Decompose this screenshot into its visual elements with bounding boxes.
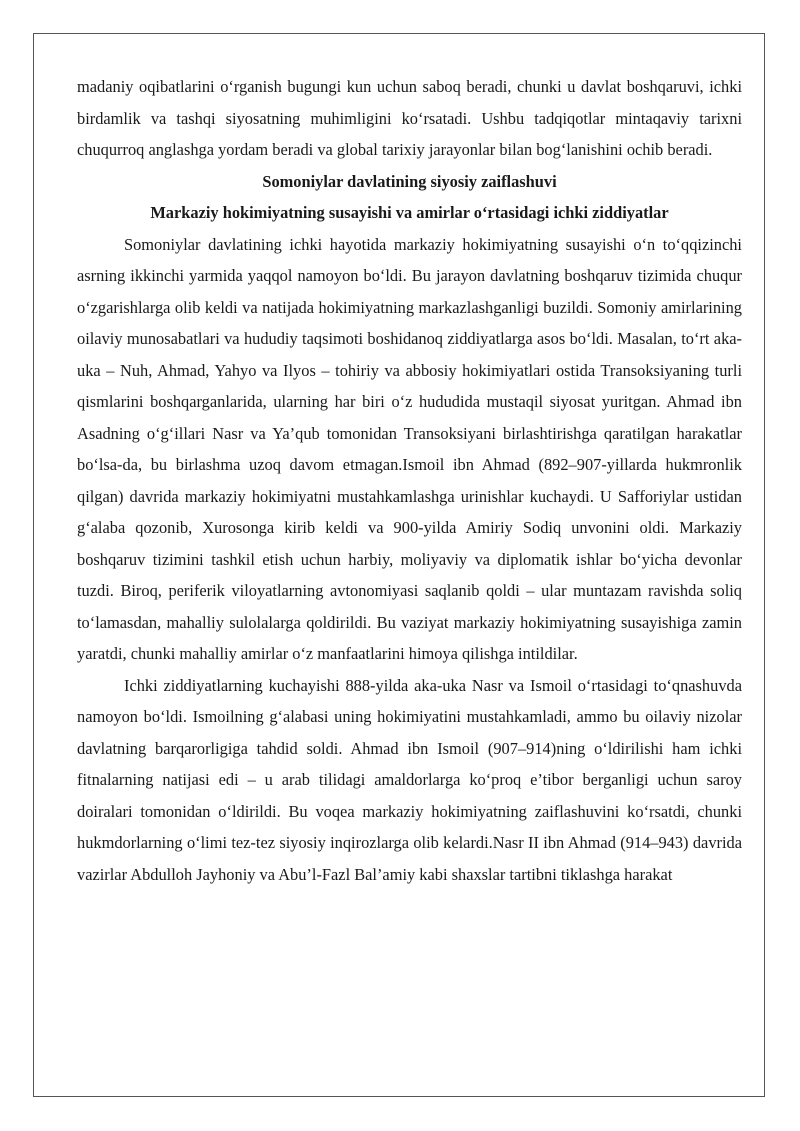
document-body <box>77 71 742 890</box>
intro-paragraph: madaniy oqibatlarini o‘rganish bugungi kun uchun saboq beradi, chunki u davlat boshqaruvi, ichki birdamlik va tashqi siyosatning muhimligini ko‘rsatadi. Ushbu tadqiqotlar mintaqaviy tarixni chuqurroq anglashga yordam beradi va global tarixiy jarayonlar bilan bog‘lanishini ochib beradi. <box>77 77 742 159</box>
body-paragraph-2: Ichki ziddiyatlarning kuchayishi 888-yilda aka-uka Nasr va Ismoil o‘rtasidagi to‘qnashuvda namoyon bo‘ldi. Ismoilning g‘alabasi uning hokimiyatini mustahkamladi, ammo bu oilaviy nizolar davlatning barqarorligiga tahdid soldi. Ahmad ibn Ismoil (907–914)ning o‘ldirilishi ham ichki fitnalarning natijasi edi – u arab tilidagi amaldorlarga ko‘proq e’tibor berganligi uchun saroy doiralari tomonidan o‘ldirildi. Bu voqea markaziy hokimiyatning zaiflashuvini ko‘rsatdi, chunki hukmdorlarning o‘limi tez-tez siyosiy inqirozlarga olib kelardi.Nasr II ibn Ahmad (914–943) davrida vazirlar Abdulloh Jayhoniy va Abu’l-Fazl Bal’amiy kabi shaxslar tartibni tiklashga harakat <box>77 675 742 884</box>
body-paragraph-1: Somoniylar davlatining ichki hayotida markaziy hokimiyatning susayishi o‘n to‘qqizinchi asrning ikkinchi yarmida yaqqol namoyon bo‘ldi. Bu jarayon davlatning boshqaruv tizimida chuqur o‘zgarishlarga olib keldi va natijada hokimiyatning markazlashganligi buzildi. Somoniy amirlarining oilaviy munosabatlari va hududiy taqsimoti boshidanoq ziddiyatlarga asos bo‘ldi. Masalan, to‘rt aka-uka – Nuh, Ahmad, Yahyo va Ilyos – tohiriy va abbosiy hokimiyatlari ostida Transoksiyaning turli qismlarini boshqarganlarida, ularning har biri o‘z hududida mustaqil siyosat yuritgan. Ahmad ibn Asadning o‘g‘illari Nasr va Ya’qub tomonidan Transoksiyani birlashtirishga qaratilgan harakatlar bo‘lsa-da, bu birlashma uzoq davom etmagan.Ismoil ibn Ahmad (892–907-yillarda hukmronlik qilgan) davrida markaziy hokimiyatni mustahkamlashga urinishlar kuchaydi. U Safforiylar ustidan g‘alaba qozonib, Xurosonga kirib keldi va 900-yilda Amiriy Sodiq unvonini oldi. Markaziy boshqaruv tizimini tashkil etish uchun harbiy, moliyaviy va diplomatik ishlar bo‘yicha devonlar tuzdi. Biroq, periferik viloyatlarning avtonomiyasi saqlanib qoldi – ular muntazam ravishda soliq to‘lamasdan, mahalliy sulolalarga qoldirildi. Bu vaziyat markaziy hokimiyatning susayishiga zamin yaratdi, chunki mahalliy amirlar o‘z manfaatlarini himoya qilishga intildilar. <box>77 234 742 663</box>
section-title: Somoniylar davlatining siyosiy zaiflashuvi <box>262 171 557 191</box>
subsection-title: Markaziy hokimiyatning susayishi va amirlar o‘rtasidagi ichki ziddiyatlar <box>150 203 669 222</box>
